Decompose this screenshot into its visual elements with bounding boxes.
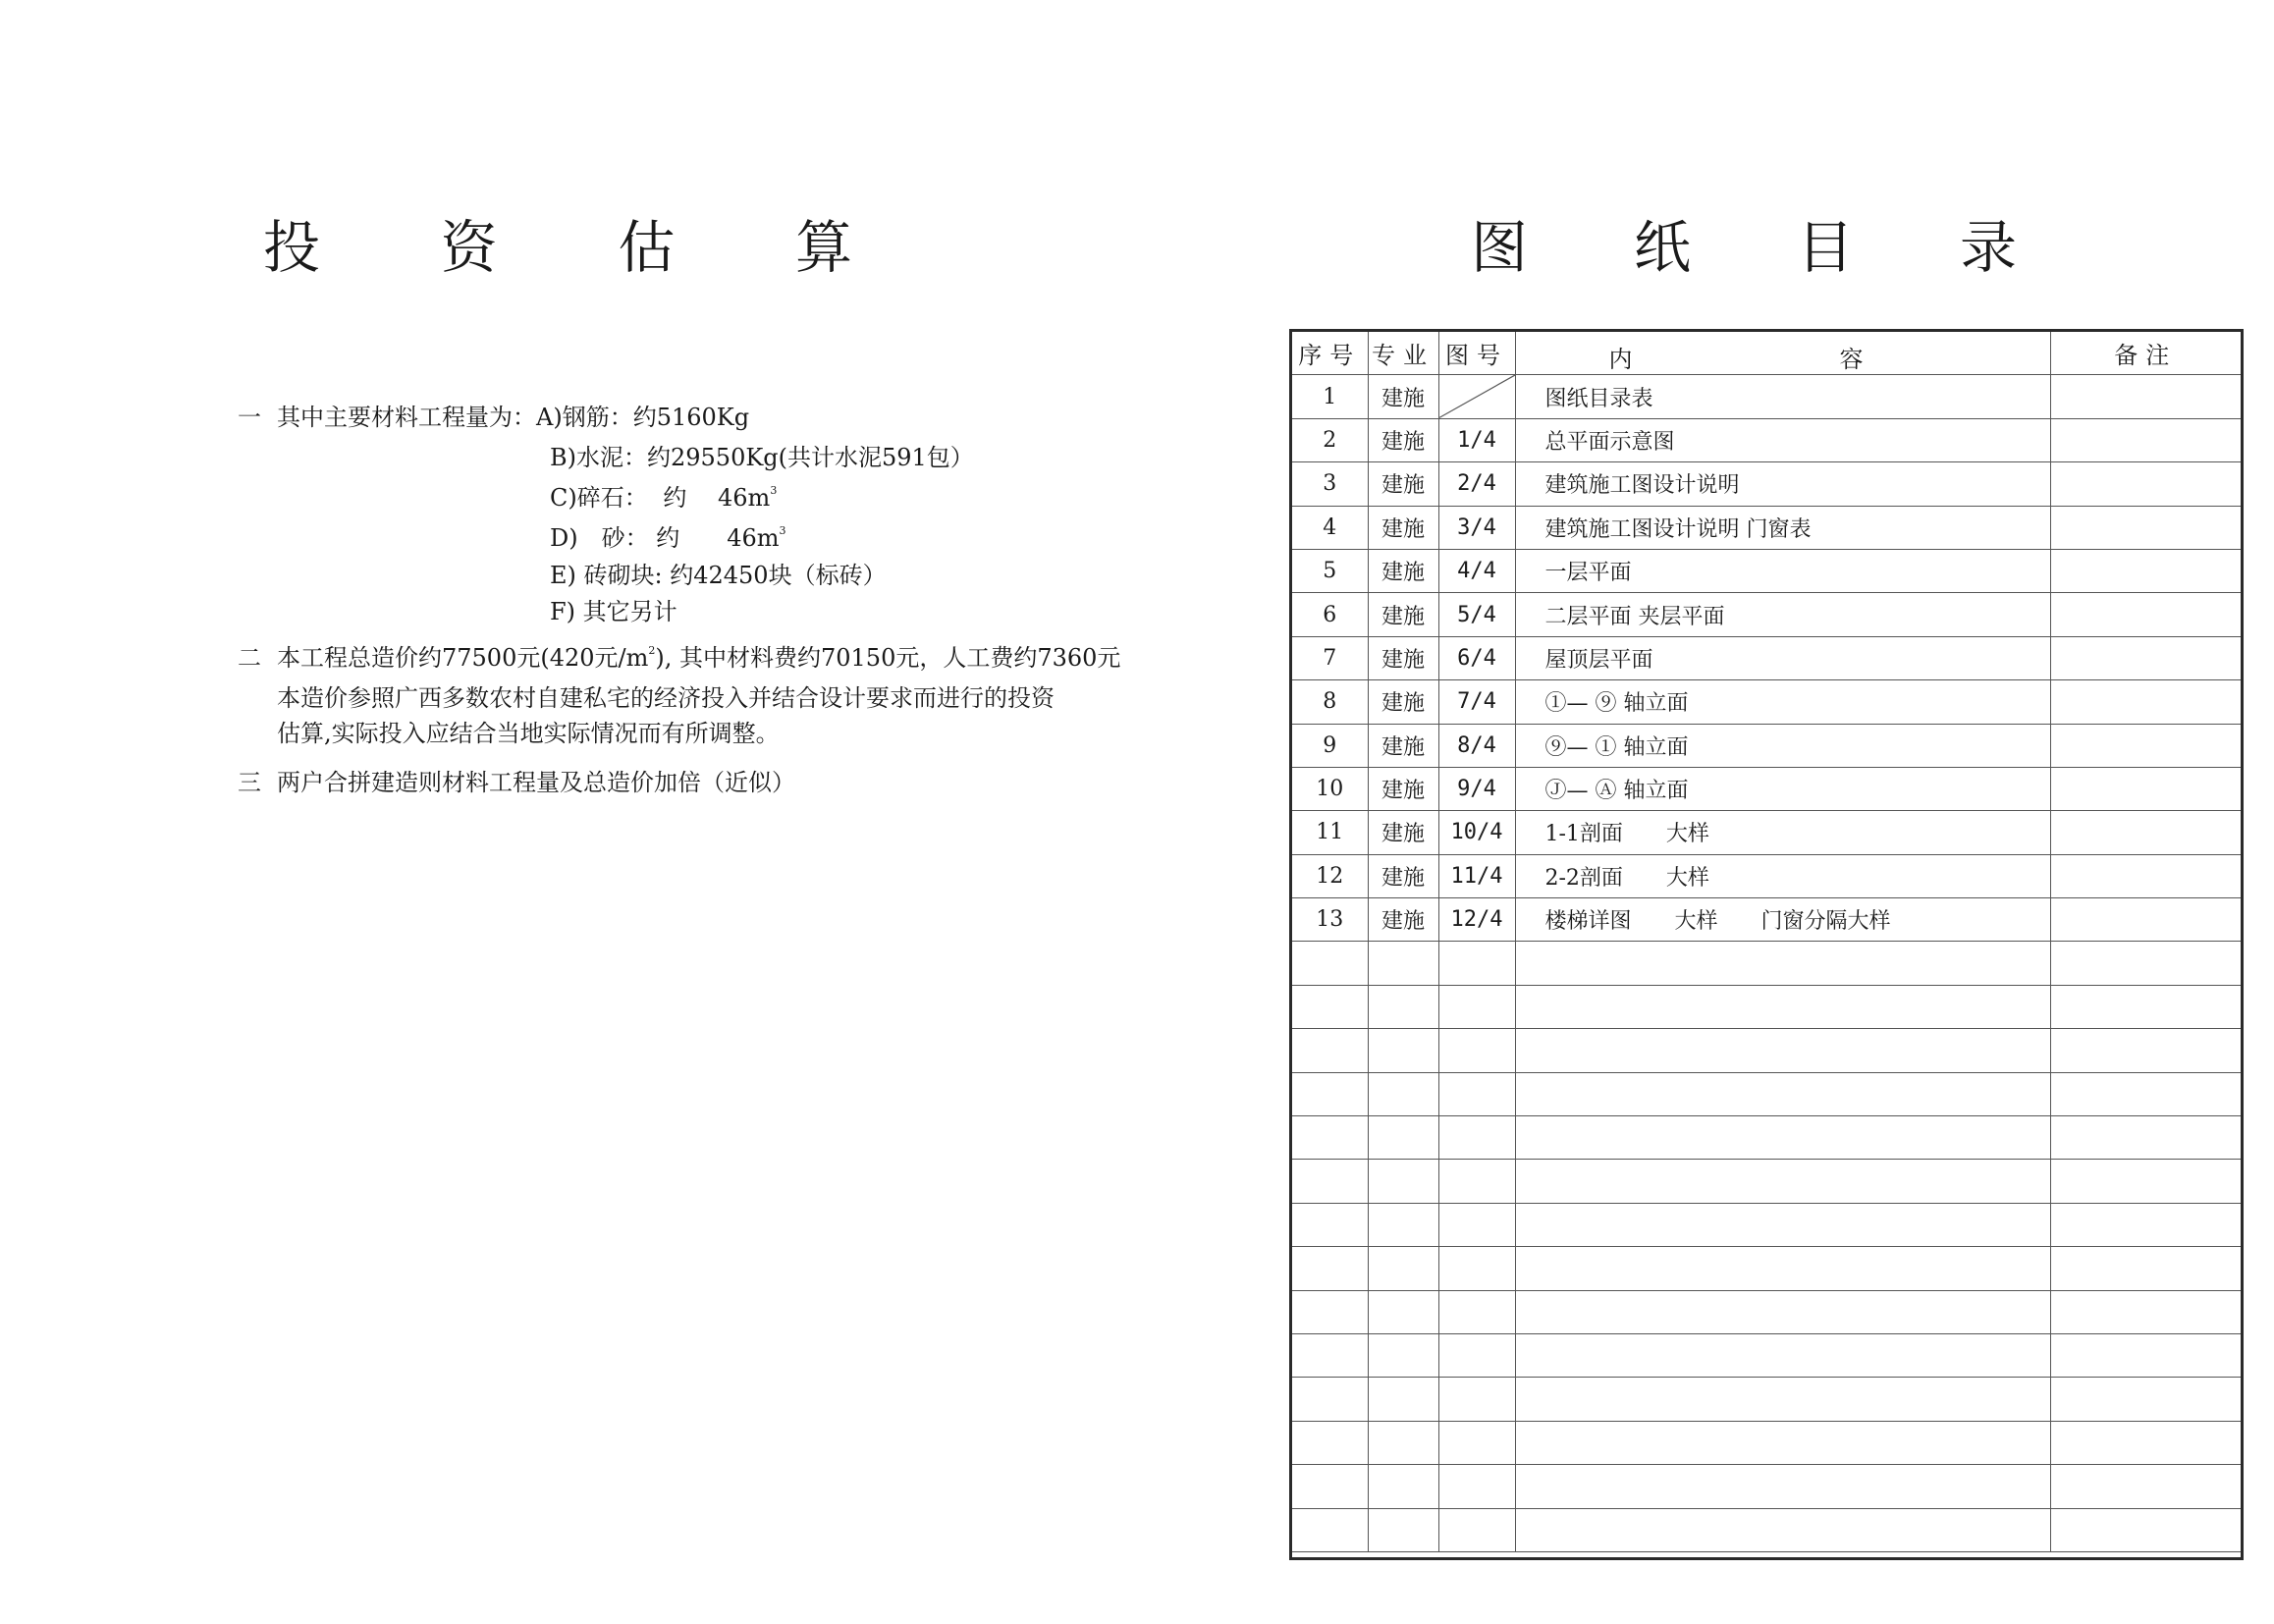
item2-total-b: ), 其中材料费约70150元，人工费约7360元	[655, 644, 1121, 672]
empty-cell	[1515, 1203, 2050, 1246]
empty-cell	[1515, 1465, 2050, 1508]
empty-cell	[1292, 1508, 1368, 1551]
row-discipline: 建施	[1368, 549, 1438, 592]
empty-table-row	[1292, 1160, 2241, 1203]
empty-cell	[2050, 942, 2241, 985]
header-drawing-no: 图号	[1438, 332, 1515, 375]
row-no: 9	[1292, 724, 1368, 767]
table-row	[1292, 767, 2241, 810]
empty-cell	[1438, 1378, 1515, 1421]
row-no: 5	[1292, 549, 1368, 592]
empty-cell	[2050, 1421, 2241, 1464]
empty-cell	[1515, 1029, 2050, 1072]
row-content: 图纸目录表	[1515, 375, 2050, 418]
empty-cell	[1515, 1333, 2050, 1377]
estimate-title-char: 算	[794, 214, 852, 281]
row-remarks	[2050, 549, 2241, 592]
empty-cell	[1368, 1333, 1438, 1377]
row-drawing-no: 9/4	[1438, 767, 1515, 810]
empty-cell	[1292, 985, 1368, 1028]
row-discipline: 建施	[1368, 854, 1438, 897]
empty-table-row	[1292, 1333, 2241, 1377]
header-content-a: 内	[1608, 345, 1633, 373]
row-remarks	[2050, 636, 2241, 679]
row-remarks	[2050, 375, 2241, 418]
item2-number: 二	[238, 644, 261, 672]
empty-cell	[2050, 1378, 2241, 1421]
item3-text: 两户合拼建造则材料工程量及总造价加倍（近似）	[277, 769, 795, 796]
empty-cell	[1368, 1378, 1438, 1421]
empty-cell	[1368, 1203, 1438, 1246]
estimate-title-char: 估	[618, 214, 676, 281]
empty-cell	[2050, 1072, 2241, 1115]
empty-cell	[1368, 942, 1438, 985]
catalog-title-char: 目	[1796, 214, 1854, 281]
table-row	[1292, 636, 2241, 679]
empty-cell	[1292, 1160, 1368, 1203]
empty-table-row	[1292, 1247, 2241, 1290]
material-sand	[550, 518, 786, 553]
empty-table-row	[1292, 1465, 2241, 1508]
table-row	[1292, 680, 2241, 724]
row-discipline: 建施	[1368, 636, 1438, 679]
empty-cell	[1368, 1421, 1438, 1464]
empty-table-row	[1292, 1029, 2241, 1072]
empty-cell	[1438, 1160, 1515, 1203]
row-discipline: 建施	[1368, 418, 1438, 461]
row-remarks	[2050, 724, 2241, 767]
table-row	[1292, 898, 2241, 942]
empty-cell	[1292, 1203, 1368, 1246]
material-brick: E) 砖砌块: 约42450块（标砖）	[550, 562, 887, 589]
item2-total	[277, 638, 1120, 673]
material-gravel-label: C)碎石：	[550, 484, 648, 512]
empty-table-row	[1292, 1072, 2241, 1115]
empty-cell	[2050, 1247, 2241, 1290]
header-no: 序号	[1292, 332, 1368, 375]
row-content: 总平面示意图	[1515, 418, 2050, 461]
empty-cell	[1515, 1160, 2050, 1203]
empty-table-row	[1292, 1378, 2241, 1421]
row-content: 建筑施工图设计说明	[1515, 462, 2050, 506]
row-drawing-no: 3/4	[1438, 506, 1515, 549]
row-no: 3	[1292, 462, 1368, 506]
empty-cell	[1515, 1116, 2050, 1160]
empty-cell	[1438, 1421, 1515, 1464]
row-content: 楼梯详图 大样 门窗分隔大样	[1515, 898, 2050, 942]
empty-cell	[1292, 1333, 1368, 1377]
catalog-title	[1471, 201, 2017, 280]
item2-total-a: 本工程总造价约77500元(420元/m	[277, 644, 649, 672]
row-drawing-no: 6/4	[1438, 636, 1515, 679]
empty-cell	[2050, 1160, 2241, 1203]
header-content-b: 容	[1839, 345, 1864, 373]
row-content: 1-1剖面 大样	[1515, 811, 2050, 854]
catalog-title-char: 纸	[1633, 214, 1691, 281]
row-content: ⑨— ① 轴立面	[1515, 724, 2050, 767]
empty-cell	[1292, 1421, 1368, 1464]
empty-cell	[1368, 1072, 1438, 1115]
row-discipline: 建施	[1368, 506, 1438, 549]
empty-cell	[1438, 1333, 1515, 1377]
empty-cell	[1292, 942, 1368, 985]
header-content	[1515, 332, 2050, 375]
row-remarks	[2050, 680, 2241, 724]
table-row	[1292, 375, 2241, 418]
material-other: F) 其它另计	[550, 598, 677, 625]
empty-cell	[1368, 1465, 1438, 1508]
empty-cell	[2050, 985, 2241, 1028]
row-remarks	[2050, 898, 2241, 942]
row-drawing-no: 2/4	[1438, 462, 1515, 506]
row-drawing-no: 1/4	[1438, 418, 1515, 461]
empty-cell	[1438, 1508, 1515, 1551]
row-discipline: 建施	[1368, 767, 1438, 810]
row-content: 屋顶层平面	[1515, 636, 2050, 679]
row-discipline: 建施	[1368, 898, 1438, 942]
empty-cell	[1438, 1072, 1515, 1115]
table-row	[1292, 593, 2241, 636]
table-row	[1292, 506, 2241, 549]
material-sand-value: 约 46m	[656, 524, 780, 552]
empty-cell	[1438, 1290, 1515, 1333]
row-drawing-no	[1438, 375, 1515, 418]
empty-cell	[2050, 1508, 2241, 1551]
row-no: 2	[1292, 418, 1368, 461]
material-rebar: A)钢筋：约5160Kg	[536, 404, 750, 431]
empty-cell	[1368, 1029, 1438, 1072]
material-gravel	[550, 478, 777, 513]
empty-table-row	[1292, 1421, 2241, 1464]
header-remarks: 备注	[2050, 332, 2241, 375]
item1-number: 一	[238, 404, 261, 431]
row-discipline: 建施	[1368, 811, 1438, 854]
row-no: 10	[1292, 767, 1368, 810]
item2-line2: 本造价参照广西多数农村自建私宅的经济投入并结合设计要求而进行的投资	[277, 684, 1055, 712]
empty-cell	[1515, 1421, 2050, 1464]
diagonal-slash-icon	[1439, 375, 1515, 417]
empty-table-row	[1292, 1203, 2241, 1246]
table-row	[1292, 462, 2241, 506]
empty-table-row	[1292, 1290, 2241, 1333]
empty-cell	[2050, 1116, 2241, 1160]
empty-cell	[1515, 985, 2050, 1028]
estimate-title-char: 资	[440, 214, 498, 281]
row-no: 6	[1292, 593, 1368, 636]
item2-line3: 估算,实际投入应结合当地实际情况而有所调整。	[277, 720, 780, 747]
material-sand-label: D) 砂：	[550, 524, 649, 552]
row-content: 一层平面	[1515, 549, 2050, 592]
empty-cell	[1438, 1203, 1515, 1246]
row-content: 二层平面 夹层平面	[1515, 593, 2050, 636]
row-discipline: 建施	[1368, 462, 1438, 506]
row-remarks	[2050, 767, 2241, 810]
empty-cell	[1292, 1116, 1368, 1160]
row-drawing-no: 12/4	[1438, 898, 1515, 942]
row-discipline: 建施	[1368, 593, 1438, 636]
empty-cell	[2050, 1290, 2241, 1333]
empty-cell	[1515, 1072, 2050, 1115]
drawing-catalog-table	[1289, 329, 2244, 1560]
empty-cell	[1292, 1378, 1368, 1421]
empty-cell	[1438, 1247, 1515, 1290]
row-drawing-no: 4/4	[1438, 549, 1515, 592]
cubic-superscript: 3	[770, 484, 778, 497]
row-discipline: 建施	[1368, 680, 1438, 724]
catalog-title-char: 图	[1471, 214, 1529, 281]
empty-cell	[1292, 1029, 1368, 1072]
catalog-title-char: 录	[1959, 214, 2017, 281]
empty-cell	[1515, 1247, 2050, 1290]
estimate-title-char: 投	[263, 214, 321, 281]
row-no: 8	[1292, 680, 1368, 724]
empty-cell	[1438, 985, 1515, 1028]
empty-cell	[1368, 985, 1438, 1028]
row-remarks	[2050, 811, 2241, 854]
empty-cell	[1368, 1160, 1438, 1203]
item1-lead-text: 其中主要材料工程量为：	[277, 404, 536, 431]
empty-cell	[1368, 1290, 1438, 1333]
row-remarks	[2050, 593, 2241, 636]
row-remarks	[2050, 462, 2241, 506]
empty-cell	[1438, 1116, 1515, 1160]
empty-cell	[2050, 1203, 2241, 1246]
row-content: 2-2剖面 大样	[1515, 854, 2050, 897]
empty-cell	[1438, 1465, 1515, 1508]
row-drawing-no: 11/4	[1438, 854, 1515, 897]
row-drawing-no: 7/4	[1438, 680, 1515, 724]
row-no: 12	[1292, 854, 1368, 897]
material-gravel-value: 约 46m	[663, 484, 771, 512]
table-row	[1292, 854, 2241, 897]
table-row	[1292, 724, 2241, 767]
row-remarks	[2050, 506, 2241, 549]
row-no: 11	[1292, 811, 1368, 854]
empty-cell	[1438, 942, 1515, 985]
row-discipline: 建施	[1368, 375, 1438, 418]
empty-cell	[1292, 1247, 1368, 1290]
empty-table-row	[1292, 1116, 2241, 1160]
table-row	[1292, 549, 2241, 592]
empty-table-row	[1292, 1508, 2241, 1551]
empty-cell	[2050, 1029, 2241, 1072]
row-content: 建筑施工图设计说明 门窗表	[1515, 506, 2050, 549]
empty-cell	[1368, 1116, 1438, 1160]
table-row	[1292, 811, 2241, 854]
empty-cell	[1515, 1378, 2050, 1421]
empty-cell	[1368, 1508, 1438, 1551]
empty-cell	[1515, 1290, 2050, 1333]
table-row	[1292, 418, 2241, 461]
row-no: 1	[1292, 375, 1368, 418]
empty-cell	[1292, 1465, 1368, 1508]
empty-table-row	[1292, 942, 2241, 985]
estimate-title	[263, 201, 852, 280]
material-cement: B)水泥：约29550Kg(共计水泥591包）	[550, 444, 974, 471]
square-superscript: 2	[648, 644, 656, 657]
row-drawing-no: 8/4	[1438, 724, 1515, 767]
empty-cell	[1292, 1072, 1368, 1115]
row-drawing-no: 5/4	[1438, 593, 1515, 636]
empty-cell	[1515, 1508, 2050, 1551]
header-discipline: 专业	[1368, 332, 1438, 375]
row-discipline: 建施	[1368, 724, 1438, 767]
row-no: 7	[1292, 636, 1368, 679]
row-no: 4	[1292, 506, 1368, 549]
empty-cell	[1515, 942, 2050, 985]
row-remarks	[2050, 418, 2241, 461]
empty-cell	[1368, 1247, 1438, 1290]
row-content: Ⓙ— Ⓐ 轴立面	[1515, 767, 2050, 810]
item1-lead	[277, 398, 749, 432]
item3-number: 三	[238, 769, 261, 796]
row-remarks	[2050, 854, 2241, 897]
empty-table-row	[1292, 985, 2241, 1028]
row-drawing-no: 10/4	[1438, 811, 1515, 854]
row-no: 13	[1292, 898, 1368, 942]
empty-cell	[2050, 1465, 2241, 1508]
empty-cell	[1438, 1029, 1515, 1072]
empty-cell	[2050, 1333, 2241, 1377]
cubic-superscript: 3	[779, 524, 786, 537]
row-content: ①— ⑨ 轴立面	[1515, 680, 2050, 724]
table-header-row	[1292, 332, 2241, 375]
empty-cell	[1292, 1290, 1368, 1333]
